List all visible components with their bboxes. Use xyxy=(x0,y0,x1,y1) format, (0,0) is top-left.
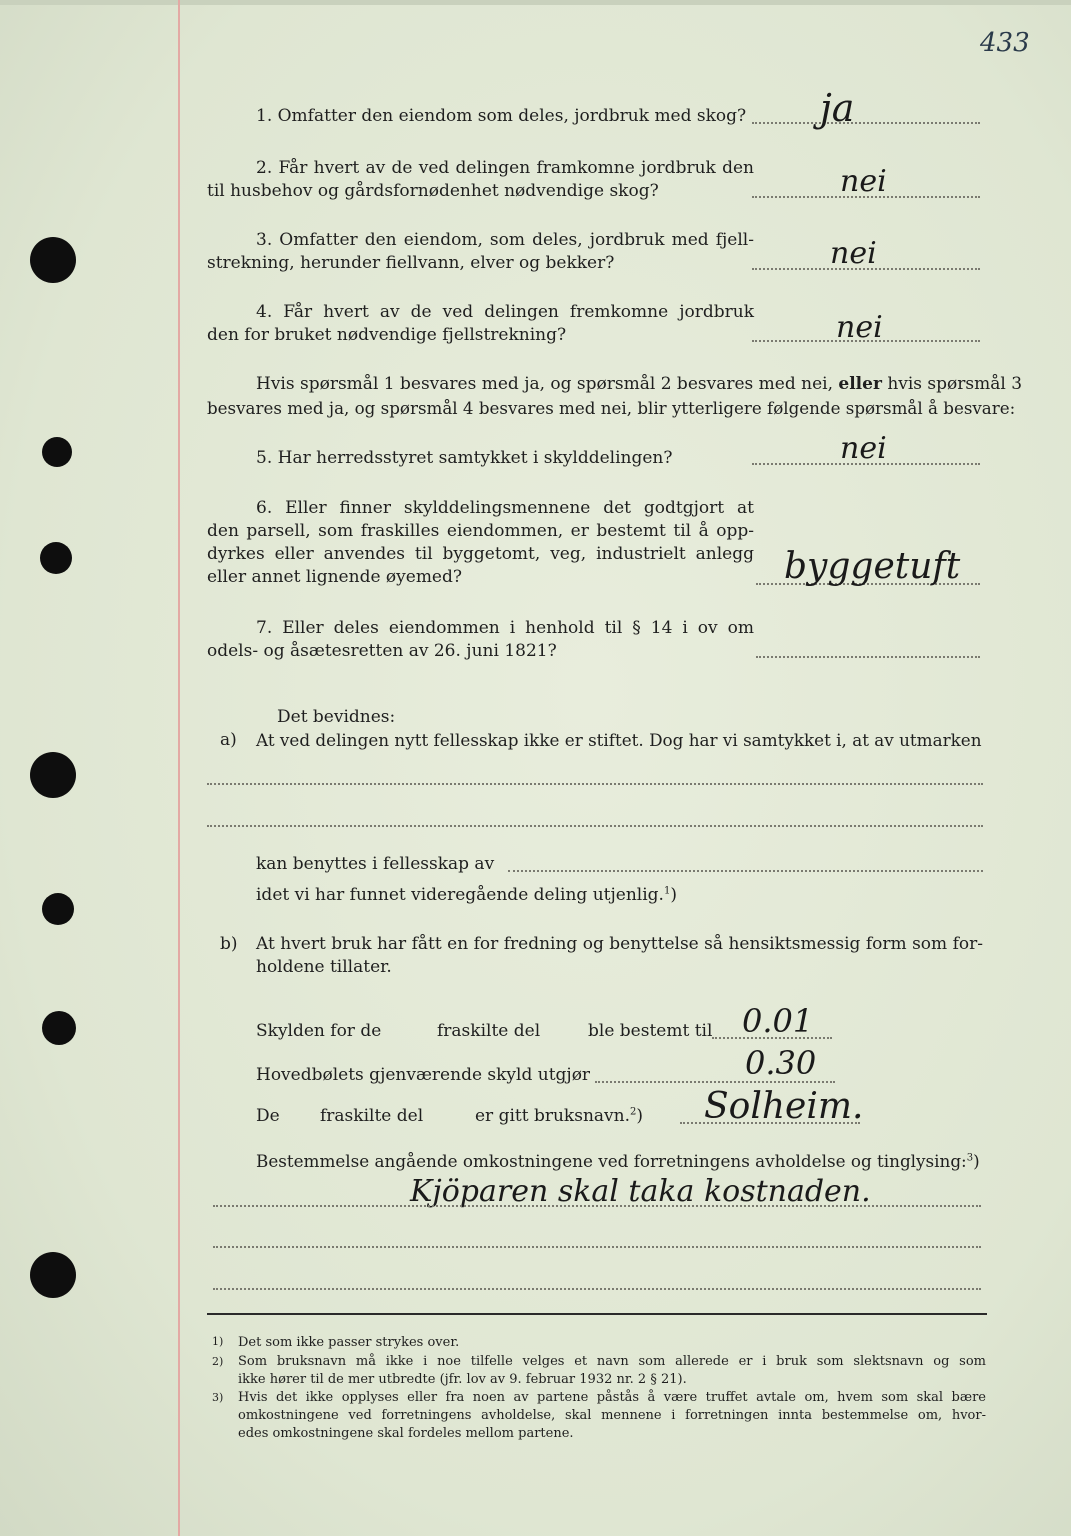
instruction-part-1: Hvis spørsmål 1 besvares med ja, og spørsmål 2 besvares med nei, xyxy=(256,374,833,394)
instruction-part-2: hvis spørsmål 3 xyxy=(887,374,1023,394)
question-6-line-3: dyrkes eller anvendes til byggetomt, veg, industrielt anlegg xyxy=(207,544,754,564)
name-label-text: er gitt bruksnavn. xyxy=(475,1106,631,1126)
name-label-2: fraskilte del xyxy=(320,1106,424,1126)
footnote-3-line-2: omkostningene ved forretningens avholdelse, skal mennene i forretningen innta bestemmelse om, hvor- xyxy=(238,1408,986,1423)
costs-line-1 xyxy=(213,1205,981,1207)
question-6-line-4: eller annet lignende øyemed? xyxy=(207,567,462,587)
remaining-value: 0.30 xyxy=(745,1044,817,1082)
skyld-value: 0.01 xyxy=(742,1002,814,1040)
item-b-label: b) xyxy=(220,934,238,954)
remaining-label: Hovedbølets gjenværende skyld utgjør xyxy=(256,1065,591,1085)
punch-hole xyxy=(42,893,74,925)
skyld-label-1: Skylden for de xyxy=(256,1021,382,1041)
costs-value: Kjöparen skal taka kostnaden. xyxy=(410,1174,871,1209)
footnote-separator xyxy=(207,1313,987,1315)
footnote-3-number: 3) xyxy=(212,1391,224,1404)
costs-line-3 xyxy=(213,1288,981,1290)
instruction-line-2: besvares med ja, og spørsmål 4 besvares med nei, blir ytterligere følgende spørsmål å besvare: xyxy=(207,398,1016,418)
question-2-line-2: til husbehov og gårdsfornødenhet nødvendige skog? xyxy=(207,181,659,201)
item-b-line-1: At hvert bruk har fått en for fredning og benyttelse så hensiktsmessig form som for- xyxy=(256,934,983,954)
footnote-3-line-3: edes omkostningene skal fordeles mellom partene. xyxy=(238,1426,574,1441)
page-number: 433 xyxy=(980,28,1030,58)
answer-1: ja xyxy=(820,86,855,130)
instruction-bold: eller xyxy=(838,374,882,394)
item-a-label: a) xyxy=(220,730,237,750)
name-label-3 xyxy=(475,1105,643,1127)
shared-use-label: kan benyttes i fellesskap av xyxy=(256,854,495,874)
footnote-ref: 1 xyxy=(663,885,671,897)
ref-paren: ) xyxy=(636,1106,644,1126)
ref-paren: ) xyxy=(670,885,677,905)
question-5-line-1: 5. Har herredsstyret samtykket i skylddelingen? xyxy=(256,448,673,468)
question-3-line-1: 3. Omfatter den eiendom, som deles, jordbruk med fjell- xyxy=(256,230,754,250)
answer-4: nei xyxy=(836,310,883,345)
punch-hole xyxy=(30,752,76,798)
answer-5: nei xyxy=(840,431,887,466)
punch-hole xyxy=(42,437,72,467)
costs-label-text: Bestemmelse angående omkostningene ved forretningens avholdelse og tinglysing: xyxy=(256,1151,967,1171)
costs-line-2 xyxy=(213,1246,981,1248)
answer-6: byggetuft xyxy=(784,546,961,587)
fill-line-a1 xyxy=(207,783,983,785)
punch-hole xyxy=(42,1011,76,1045)
skyld-label-3: ble bestemt til xyxy=(588,1021,713,1041)
item-b-line-2: holdene tillater. xyxy=(256,957,392,977)
further-division-text xyxy=(256,884,677,906)
footnote-1-number: 1) xyxy=(212,1335,224,1348)
page-edge xyxy=(0,0,1071,5)
item-a-text: At ved delingen nytt fellesskap ikke er stiftet. Dog har vi samtykket i, at av utmarken xyxy=(256,730,982,750)
footnote-ref: 2 xyxy=(630,1106,637,1118)
punch-hole xyxy=(30,1252,76,1298)
question-3-line-2: strekning, herunder fiellvann, elver og bekker? xyxy=(207,253,615,273)
punch-hole xyxy=(30,237,76,283)
instruction-line-1 xyxy=(256,373,1022,395)
footnote-ref: 3 xyxy=(966,1152,974,1164)
answer-3: nei xyxy=(830,236,877,271)
footnote-3-line-1: Hvis det ikke opplyses eller fra noen av partene påstås å være truffet avtale om, hvem som skal bære xyxy=(238,1390,986,1405)
certification-heading: Det bevidnes: xyxy=(277,707,396,727)
question-1-line-1: 1. Omfatter den eiendom som deles, jordbruk med skog? xyxy=(256,106,747,126)
shared-use-line xyxy=(508,870,983,872)
question-2-line-1: 2. Får hvert av de ved delingen framkomne jordbruk den xyxy=(256,158,754,178)
ref-paren: ) xyxy=(973,1151,980,1171)
name-label-1: De xyxy=(256,1106,280,1126)
footnote-2-number: 2) xyxy=(212,1355,224,1368)
footnote-2-line-2: ikke hører til de mer utbredte (jfr. lov av 9. februar 1932 nr. 2 § 21). xyxy=(238,1372,687,1387)
footnote-2-line-1: Som bruksnavn må ikke i noe tilfelle velges et navn som allerede er i bruk som slektsnavn og som xyxy=(238,1354,986,1369)
skyld-label-2: fraskilte del xyxy=(437,1021,541,1041)
question-7-line-1: 7. Eller deles eiendommen i henhold til § 14 i ov om xyxy=(256,618,754,638)
answer-2: nei xyxy=(840,164,887,199)
question-6-line-2: den parsell, som fraskilles eiendommen, er bestemt til å opp- xyxy=(207,521,754,541)
answer-line-7 xyxy=(756,656,980,658)
punch-hole xyxy=(40,542,72,574)
answer-line-1 xyxy=(752,122,980,124)
name-value: Solheim. xyxy=(704,1086,864,1127)
footnote-1-line-1: Det som ikke passer strykes over. xyxy=(238,1335,460,1350)
question-7-line-2: odels- og åsætesretten av 26. juni 1821? xyxy=(207,641,557,661)
fill-line-a2 xyxy=(207,825,983,827)
question-6-line-1: 6. Eller finner skylddelingsmennene det godtgjort at xyxy=(256,498,754,518)
question-4-line-1: 4. Får hvert av de ved delingen fremkomne jordbruk xyxy=(256,302,754,322)
question-4-line-2: den for bruket nødvendige fjellstrekning? xyxy=(207,325,567,345)
further-division-label: idet vi har funnet videregående deling utjenlig. xyxy=(256,885,664,905)
costs-label xyxy=(256,1150,980,1172)
margin-line xyxy=(178,0,180,1536)
